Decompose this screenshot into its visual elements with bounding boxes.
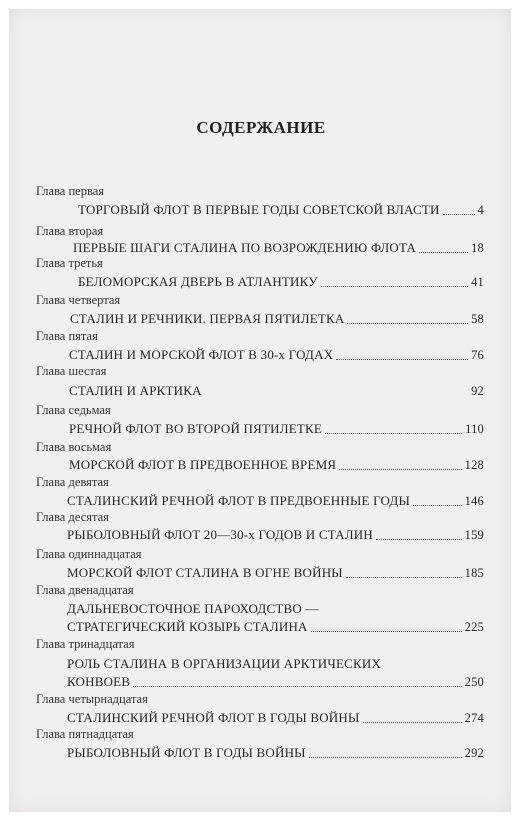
toc-title: РЫБОЛОВНЫЙ ФЛОТ 20—30-х ГОДОВ И СТАЛИН	[67, 527, 373, 542]
toc-title-line: РОЛЬ СТАЛИНА В ОРГАНИЗАЦИИ АРКТИЧЕСКИХ	[67, 656, 382, 671]
toc-entry[interactable]	[67, 527, 484, 543]
toc-entry[interactable]	[67, 674, 484, 690]
chapter-label: Глава первая	[36, 184, 105, 198]
toc-entry[interactable]	[69, 457, 484, 473]
chapter-label: Глава пятая	[36, 329, 98, 343]
leader-dots	[339, 469, 461, 470]
leader-dots	[347, 323, 468, 324]
chapter-label: Глава девятая	[36, 475, 109, 489]
page-title: СОДЕРЖАНИЕ	[196, 118, 326, 137]
leader-dots	[336, 359, 468, 360]
toc-entry[interactable]	[73, 240, 484, 256]
toc-title: СТАЛИНСКИЙ РЕЧНОЙ ФЛОТ В ГОДЫ ВОЙНЫ	[67, 710, 360, 725]
chapter-label: Глава четырнадцатая	[36, 692, 148, 706]
toc-title: СТАЛИН И РЕЧНИКИ. ПЕРВАЯ ПЯТИЛЕТКА	[70, 311, 345, 326]
page-number: 76	[471, 348, 484, 362]
page-number: 225	[464, 620, 484, 634]
leader-dots	[443, 214, 475, 215]
toc-title: СТАЛИНСКИЙ РЕЧНОЙ ФЛОТ В ПРЕДВОЕННЫЕ ГОДЫ	[67, 493, 411, 508]
page-number: 58	[471, 312, 484, 326]
leader-dots	[363, 722, 462, 723]
toc-entry[interactable]	[67, 619, 484, 635]
toc-title: СТАЛИН И МОРСКОЙ ФЛОТ В 30-х ГОДАХ	[69, 347, 334, 362]
chapter-label: Глава двенадцатая	[36, 583, 134, 597]
chapter-label: Глава пятнадцатая	[36, 727, 134, 741]
toc-entry[interactable]	[78, 274, 484, 290]
toc-entry[interactable]	[67, 565, 484, 581]
leader-dots	[325, 433, 462, 434]
chapter-label: Глава седьмая	[36, 403, 111, 417]
toc-entry[interactable]	[67, 493, 484, 509]
toc-title: ПЕРВЫЕ ШАГИ СТАЛИНА ПО ВОЗРОЖДЕНИЮ ФЛОТА	[73, 240, 417, 255]
toc-title: ТОРГОВЫЙ ФЛОТ В ПЕРВЫЕ ГОДЫ СОВЕТСКОЙ ВЛАСТИ	[78, 202, 440, 217]
page-number: 128	[464, 458, 484, 472]
page-number: 146	[464, 494, 484, 508]
chapter-label: Глава одиннадцатая	[36, 547, 142, 561]
leader-dots	[311, 631, 462, 632]
toc-title: МОРСКОЙ ФЛОТ В ПРЕДВОЕННОЕ ВРЕМЯ	[69, 457, 337, 472]
toc-title: РЕЧНОЙ ФЛОТ ВО ВТОРОЙ ПЯТИЛЕТКЕ	[69, 421, 323, 436]
leader-dots	[321, 286, 468, 287]
chapter-label: Глава четвертая	[36, 293, 121, 307]
chapter-label: Глава десятая	[36, 510, 109, 524]
toc-entry[interactable]	[69, 383, 484, 399]
toc-entry[interactable]	[69, 421, 484, 437]
leader-dots	[309, 757, 462, 758]
leader-dots	[419, 252, 468, 253]
page-number: 41	[471, 275, 484, 289]
toc-title: СТАЛИН И АРКТИКА	[69, 383, 202, 398]
toc-title: МОРСКОЙ ФЛОТ СТАЛИНА В ОГНЕ ВОЙНЫ	[67, 565, 343, 580]
toc-title-line: ДАЛЬНЕВОСТОЧНОЕ ПАРОХОДСТВО —	[67, 601, 319, 616]
leader-dots	[133, 686, 461, 687]
chapter-label: Глава вторая	[36, 224, 104, 238]
page-number: 110	[465, 422, 484, 436]
toc-entry[interactable]	[69, 347, 484, 363]
chapter-label: Глава шестая	[36, 364, 107, 378]
page-number: 4	[477, 203, 484, 217]
page-number: 250	[464, 675, 484, 689]
toc-entry[interactable]	[67, 710, 484, 726]
toc-title: БЕЛОМОРСКАЯ ДВЕРЬ В АТЛАНТИКУ	[78, 274, 318, 289]
page-number: 18	[471, 241, 484, 255]
chapter-label: Глава тринадцатая	[36, 637, 135, 651]
toc-title: КОНВОЕВ	[67, 674, 131, 689]
page-number: 185	[464, 566, 484, 580]
page-number: 292	[464, 746, 484, 760]
toc-entry[interactable]	[78, 202, 484, 218]
toc-entry[interactable]	[70, 311, 484, 327]
leader-dots	[413, 505, 462, 506]
chapter-label: Глава третья	[36, 256, 103, 270]
toc-title: СТРАТЕГИЧЕСКИЙ КОЗЫРЬ СТАЛИНА	[67, 619, 308, 634]
toc-title: РЫБОЛОВНЫЙ ФЛОТ В ГОДЫ ВОЙНЫ	[67, 745, 306, 760]
leader-dots	[205, 395, 468, 396]
leader-dots	[376, 539, 462, 540]
chapter-label: Глава восьмая	[36, 440, 112, 454]
leader-dots	[346, 577, 462, 578]
toc-entry[interactable]	[67, 745, 484, 761]
page-number: 159	[464, 528, 484, 542]
page-number: 92	[471, 384, 484, 398]
page-number: 274	[464, 711, 484, 725]
